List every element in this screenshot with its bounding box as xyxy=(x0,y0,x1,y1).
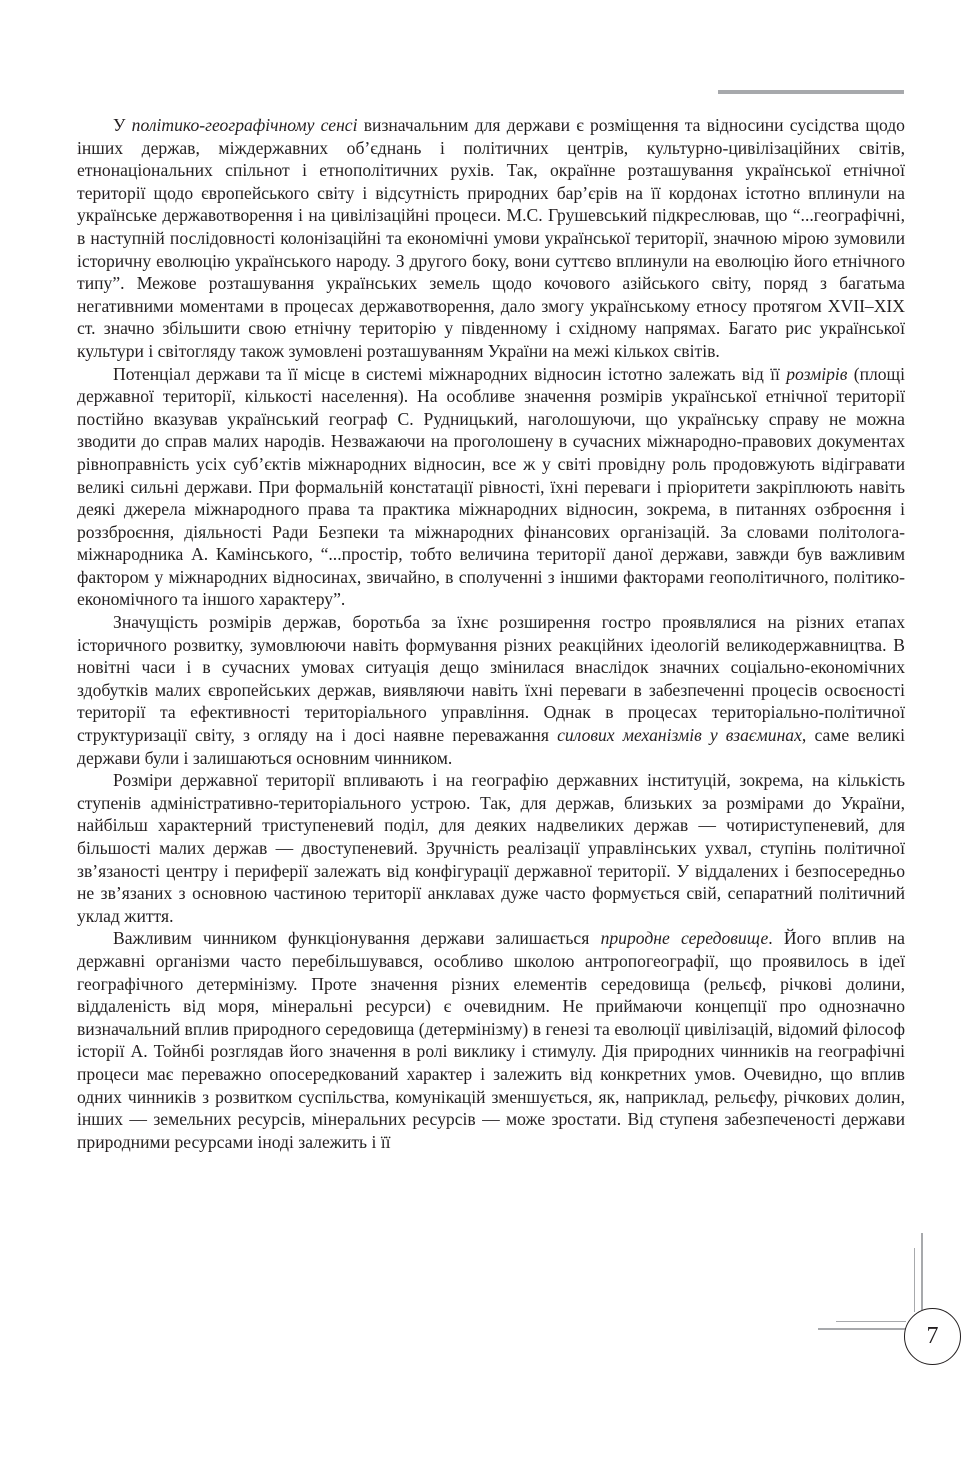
corner-decoration-horizontal-outer xyxy=(818,1328,906,1330)
body-text xyxy=(77,114,905,1153)
text-run: Важливим чинником функціонування держави залишається xyxy=(113,928,601,949)
text-run: , саме великі держави були і залишаються основним чинником. xyxy=(77,725,905,768)
paragraph xyxy=(77,927,905,1153)
italic-term: розмірів xyxy=(786,363,848,384)
header-rule xyxy=(718,90,904,94)
text-run: Розміри державної території впливають і на географію державних інституцій, зокрема, на кількість ступенів адміністративно-територіального устрою. Так, для держав, близьких за розмірами до України, найбільш характерний триступеневий поділ, для деяких надвеликих держав — чотириступеневий, для більшості малих держав — двоступеневий. Зручність реалізації управлінських ухвал, ступінь політичної зв’язаності центру і периферії залежать від конфігурації державної території. У віддалених і безпосередньо не зв’язаних з основною частиною території анклавах дуже часто формується свій, сепаратний політичний уклад життя. xyxy=(77,770,905,926)
text-run: У xyxy=(113,115,132,135)
paragraph xyxy=(77,114,905,363)
text-run: визначальним для держави є розміщення та відносини сусідства щодо інших держав, міждержавних об’єднань і політичних центрів, культурно-цивілізаційних світів, етнонаціональних спільнот і етнополітичних рухів. Так, окраїнне розташування української етнічної території щодо європейського світу і відсутність природних бар’єрів на її кордонах істотно вплинули на українське державотворення і на цивілізаційні процеси. М.С. Грушевський підкреслював, що “...географічні, в наступній послідовності колонізаційні та економічні умови української території, значною мірою зумовили історичну еволюцію українського народу. З другого боку, вони суттєво вплинули на еволюцію його етнічного типу”. Межове розташування українських земель щодо кочового азійського світу, поряд з багатьма негативними моментами в процесах державотворення, дало змогу українському етносу протягом XVII–XIX ст. значно збільшити свою етнічну територію у південному і східному напрямах. Багато рис української культури і світогляду також зумовлені розташуванням України на межі кількох світів. xyxy=(77,115,905,361)
italic-term: політико-географічному сенсі xyxy=(131,115,358,135)
text-run: . Його вплив на державні організми часто перебільшувався, особливо школою антропогеографії, що проявилось в ідеї географічного детермінізму. Проте значення різних елементів середовища (рельєф, річкові долини, віддаленість від моря, мінеральні ресурси) є очевидним. Не приймаючи концепції про однозначно визначальний вплив природного середовища (детермінізму) в генезі та еволюції цивілізацій, відомий філософ історії А. Тойнбі розглядав його значення в ролі виклику і стимулу. Дія природних чинників на географічні процеси має переважно опосередкований характер і залежить від конкретних умов. Очевидно, що вплив одних чинників з розвитком суспільства, комунікацій зменшується, як, наприклад, рельєфу, річкових долин, інших — земельних ресурсів, мінеральних ресурсів — може зростати. Від ступеня забезпеченості держави природними ресурсами іноді залежить і її xyxy=(77,928,905,1152)
corner-decoration-vertical-inner xyxy=(914,1248,915,1312)
paragraph xyxy=(77,611,905,769)
italic-term: силових механізмів у взаєминах xyxy=(557,725,802,746)
corner-decoration-horizontal-inner xyxy=(836,1321,906,1322)
paragraph xyxy=(77,363,905,612)
italic-term: природне середовище xyxy=(600,928,769,949)
page-number: 7 xyxy=(904,1308,961,1365)
corner-decoration-vertical-outer xyxy=(921,1233,923,1310)
text-run: Значущість розмірів держав, боротьба за їхнє розширення гостро проявлялися на різних етапах історичного розвитку, зумовлюючи навіть формування різних реакційних ідеологій великодержавництва. В новітні часи і в сучасних умовах ситуація дещо змінилася внаслідок значних соціально-економічних здобутків малих європейських держав, виявляючи навіть їхні переваги в забезпеченні процесів освоєності території та ефективності територіального управління. Однак в процесах територіально-політичної структуризації світу, з огляду на і досі наявне переважання xyxy=(77,612,905,746)
paragraph xyxy=(77,769,905,927)
text-run: (площі державної території, кількості населення). На особливе значення розмірів української етнічної території постійно вказував український географ С. Рудницький, наголошуючи, що українську справу не можна зводити до справ малих народів. Незважаючи на проголошену в сучасних міжнародно-правових документах рівноправність усіх суб’єктів міжнародних відносин, все ж у світі провідну роль продовжують відігравати великі сильні держави. При формальній констатації рівності, їхні переваги і пріоритети закріплюють навіть деякі джерела міжнародного права та практика міжнародних відносин, зокрема, в питаннях озброєння і роззброєння, діяльності Ради Безпеки та міжнародних фінансових організацій. За словами політолога-міжнародника А. Камінського, “...простір, тобто величина території даної держави, завжди був важливим фактором у міжнародних відносинах, звичайно, в сполученні з іншими факторами геополітичного, політико-економічного та іншого характеру”. xyxy=(77,363,905,610)
text-run: Потенціал держави та її місце в системі міжнародних відносин істотно залежать від її xyxy=(113,363,787,384)
